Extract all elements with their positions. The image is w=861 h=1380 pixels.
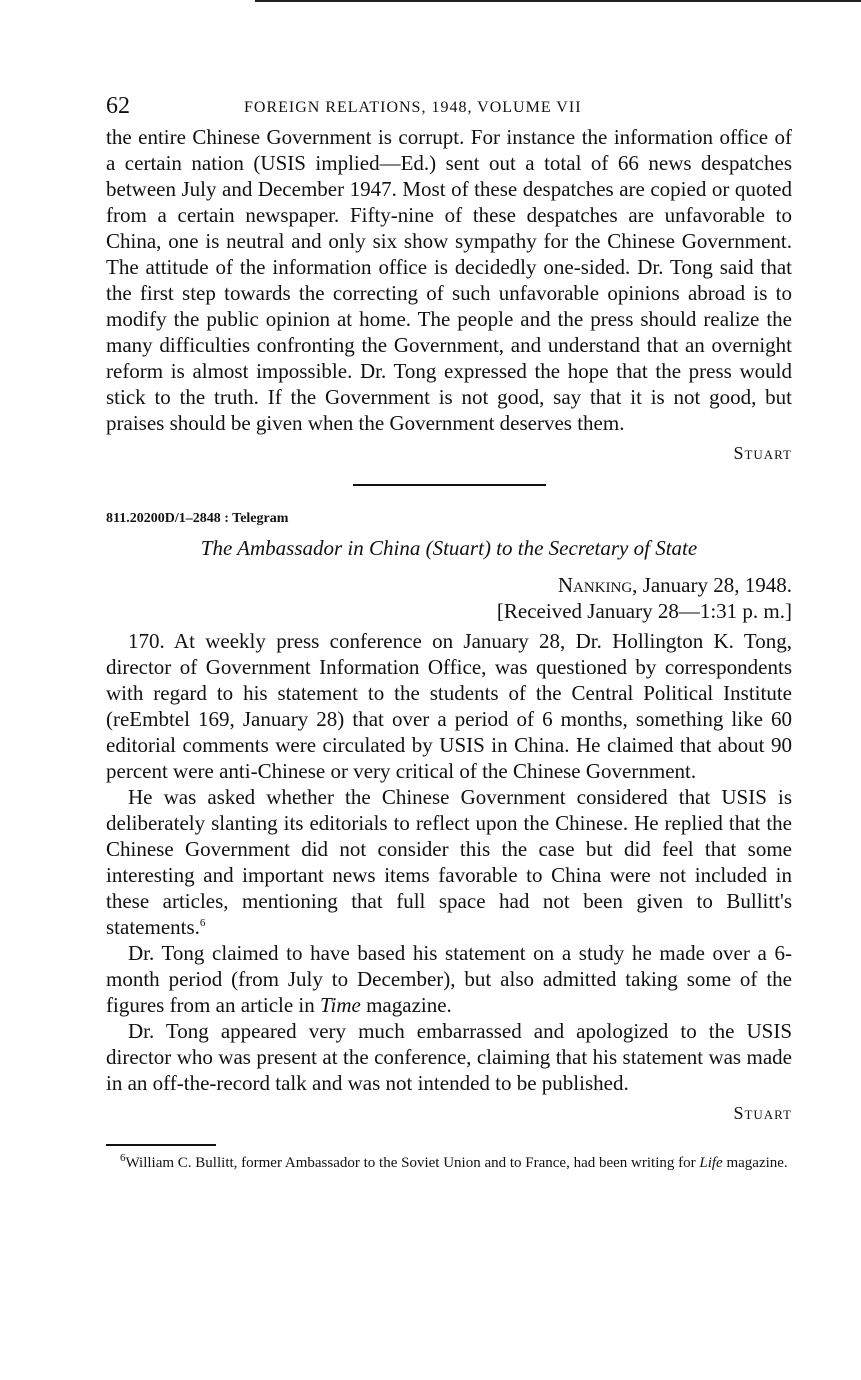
body-paragraph-2 [106, 784, 792, 940]
footnote-marker-ref[interactable]: 6 [199, 917, 206, 929]
publication-life: Life [699, 1154, 723, 1171]
continuation-paragraph: the entire Chinese Government is corrupt. For instance the information office of a certain nation (USIS implied—Ed.) sent out a total of 66 news despatches between July and December 1947. Most of these despatches are copied or quoted from a certain newspaper. Fifty-nine of these despatches are unfavorable to China, one is neutral and only six show sympathy for the Chinese Government. The attitude of the information office is decidedly one-sided. Dr. Tong said that the first step towards the correcting of such unfavorable opinions abroad is to modify the public opinion at home. The people and the press should realize the many difficulties confronting the Government, and understand that an overnight reform is almost impossible. Dr. Tong expressed the hope that the press would stick to the truth. If the Government is not good, say that it is not good, but praises should be given when the Government deserves them. [106, 125, 792, 435]
section-separator [353, 484, 546, 486]
footnote-marker: 6 [120, 1151, 126, 1164]
received-line: [Received January 28—1:31 p. m.] [496, 599, 792, 623]
body-paragraph-3-text-b: magazine. [360, 993, 452, 1017]
dateline-date: January 28, 1948. [642, 573, 792, 597]
signature-stuart-2: Stuart [733, 1103, 792, 1123]
body-paragraph-3-text-a: Dr. Tong claimed to have based his statement on a study he made over a 6-month period (from July to December), but also admitted taking some of the figures from an article in [106, 941, 792, 1017]
dateline [106, 572, 792, 598]
document-title: The Ambassador in China (Stuart) to the Secretary of State [200, 536, 698, 560]
publication-time: Time [320, 993, 361, 1017]
signature-stuart-1: Stuart [733, 443, 792, 463]
footnote-text-b: magazine. [722, 1154, 788, 1171]
body-paragraph-2-text: He was asked whether the Chinese Government considered that USIS is deliberately slanting its editorials to reflect upon the Chinese. He replied that the Chinese Government did not consider this the case but did feel that some interesting and important news items favorable to China were not included in these articles, mentioning that full space had not been given to Bullitt's statements. [106, 785, 792, 939]
body-paragraph-4: Dr. Tong appeared very much embarrassed and apologized to the USIS director who was present at the conference, claiming that his statement was made in an off-the-record talk and was not intended to be published. [106, 1019, 792, 1095]
document-page [106, 92, 792, 1173]
top-edge-rule [255, 0, 861, 2]
running-header [106, 92, 792, 124]
file-reference: 811.20200D/1–2848 : Telegram [106, 511, 289, 526]
footnote-rule [106, 1144, 216, 1146]
page-number: 62 [106, 93, 130, 119]
footnote-text-a: William C. Bullitt, former Ambassador to the Soviet Union and to France, had been writing for [125, 1154, 700, 1171]
body-paragraph-1: 170. At weekly press conference on January 28, Dr. Hollington K. Tong, director of Government Information Office, was questioned by correspondents with regard to his statement to the students of the Central Political Institute (reEmbtel 169, January 28) that over a period of 6 months, something like 60 editorial comments were circulated by USIS in China. He claimed that about 90 percent were anti-Chinese or very critical of the Chinese Government. [106, 629, 792, 783]
running-title: FOREIGN RELATIONS, 1948, VOLUME VII [244, 99, 582, 116]
dateline-place: Nanking, [557, 573, 638, 597]
footnote-6 [106, 1151, 792, 1173]
body-paragraph-3 [106, 940, 792, 1018]
